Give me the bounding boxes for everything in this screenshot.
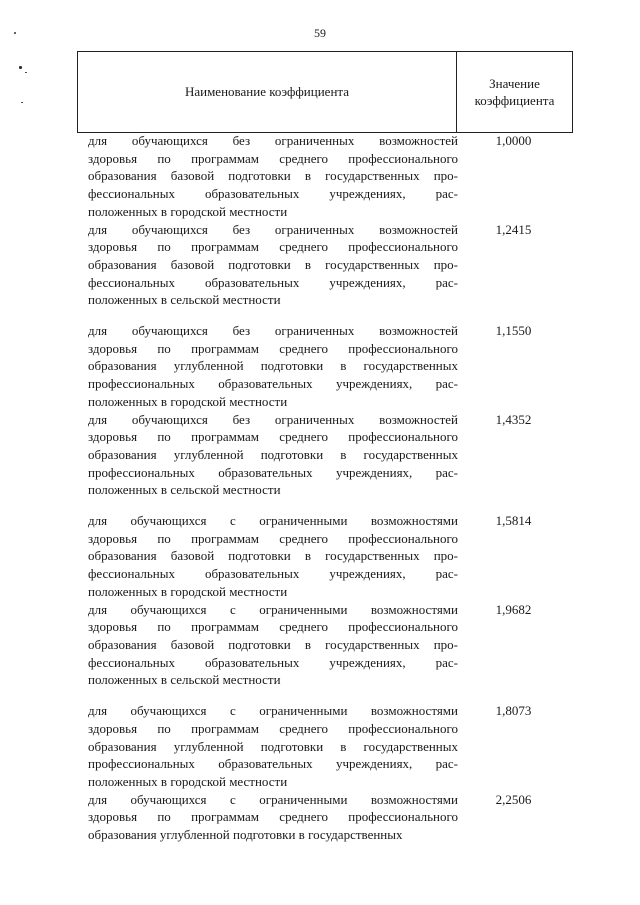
coefficient-value: 1,8073 <box>495 703 532 719</box>
scan-speck <box>25 72 27 73</box>
scan-speck <box>19 66 22 69</box>
description-line: для обучающихся с ограниченными возможностями <box>88 791 458 807</box>
coefficient-value: 1,2415 <box>495 221 532 237</box>
description-line: положенных в городской местности <box>88 393 288 409</box>
table-row <box>77 512 573 601</box>
description-line: положенных в сельской местности <box>88 672 281 688</box>
description-line: профессиональных образовательных учреждениях, рас- <box>88 756 458 772</box>
description-line: для обучающихся с ограниченными возможностями <box>88 703 458 719</box>
description-line: для обучающихся с ограниченными возможностями <box>88 601 458 617</box>
table-row <box>77 411 573 500</box>
description-line: здоровья по программам среднего профессионального <box>88 429 458 445</box>
description-line: образования базовой подготовки в государственных про- <box>88 548 458 564</box>
table-header <box>77 51 573 133</box>
description-line: здоровья по программам среднего профессионального <box>88 720 458 736</box>
header-coefficient-name: Наименование коэффициента <box>184 84 350 99</box>
table-row <box>77 601 573 690</box>
scan-speck <box>14 32 16 34</box>
coefficient-description <box>88 702 458 791</box>
coefficient-description <box>88 791 458 844</box>
description-line: фессиональных образовательных учреждениях, рас- <box>88 654 458 670</box>
coefficient-description <box>88 322 458 411</box>
description-line: для обучающихся без ограниченных возможностей <box>88 323 458 339</box>
table-row <box>77 702 573 791</box>
description-line: профессиональных образовательных учреждениях, рас- <box>88 464 458 480</box>
table-row <box>77 221 573 310</box>
coefficient-table-body <box>77 132 573 844</box>
coefficient-description <box>88 132 458 221</box>
description-line: фессиональных образовательных учреждениях, рас- <box>88 566 458 582</box>
coefficient-value: 1,1550 <box>495 323 532 339</box>
description-line: здоровья по программам среднего профессионального <box>88 340 458 356</box>
header-coefficient-value <box>457 52 572 132</box>
coefficient-value: 1,9682 <box>495 601 532 617</box>
description-line: здоровья по программам среднего профессионального <box>88 619 458 635</box>
table-row <box>77 322 573 411</box>
table-row <box>77 132 573 221</box>
description-line: положенных в городской местности <box>88 203 288 219</box>
description-line: образования углубленной подготовки в государственных <box>88 827 403 843</box>
description-line: фессиональных образовательных учреждениях, рас- <box>88 274 458 290</box>
description-line: образования углубленной подготовки в государственных <box>88 738 458 754</box>
page-number: 59 <box>314 26 326 40</box>
description-line: образования базовой подготовки в государственных про- <box>88 636 458 652</box>
description-line: для обучающихся без ограниченных возможностей <box>88 133 458 148</box>
coefficient-description <box>88 221 458 310</box>
coefficient-value: 2,2506 <box>495 791 532 807</box>
description-line: образования базовой подготовки в государственных про- <box>88 168 458 184</box>
description-line: здоровья по программам среднего профессионального <box>88 239 458 255</box>
description-line: положенных в городской местности <box>88 773 288 789</box>
scan-speck <box>21 102 23 103</box>
description-line: для обучающихся без ограниченных возможностей <box>88 411 458 427</box>
description-line: для обучающихся с ограниченными возможностями <box>88 513 458 529</box>
description-line: образования углубленной подготовки в государственных <box>88 358 458 374</box>
description-line: здоровья по программам среднего профессионального <box>88 809 458 825</box>
coefficient-description <box>88 601 458 690</box>
coefficient-value: 1,5814 <box>495 513 532 529</box>
description-line: положенных в сельской местности <box>88 292 281 308</box>
description-line: здоровья по программам среднего профессионального <box>88 530 458 546</box>
description-line: образования углубленной подготовки в государственных <box>88 446 458 462</box>
coefficient-value: 1,4352 <box>495 411 532 427</box>
header-coefficient-value-label: Значение коэффициента <box>474 76 555 108</box>
description-line: здоровья по программам среднего профессионального <box>88 150 458 166</box>
description-line: образования базовой подготовки в государственных про- <box>88 256 458 272</box>
description-line: профессиональных образовательных учреждениях, рас- <box>88 376 458 392</box>
description-line: положенных в сельской местности <box>88 482 281 498</box>
table-row <box>77 791 573 844</box>
description-line: фессиональных образовательных учреждениях, рас- <box>88 186 458 202</box>
description-line: положенных в городской местности <box>88 583 288 599</box>
description-line: для обучающихся без ограниченных возможностей <box>88 221 458 237</box>
coefficient-description <box>88 411 458 500</box>
coefficient-description <box>88 512 458 601</box>
coefficient-value: 1,0000 <box>495 133 532 148</box>
